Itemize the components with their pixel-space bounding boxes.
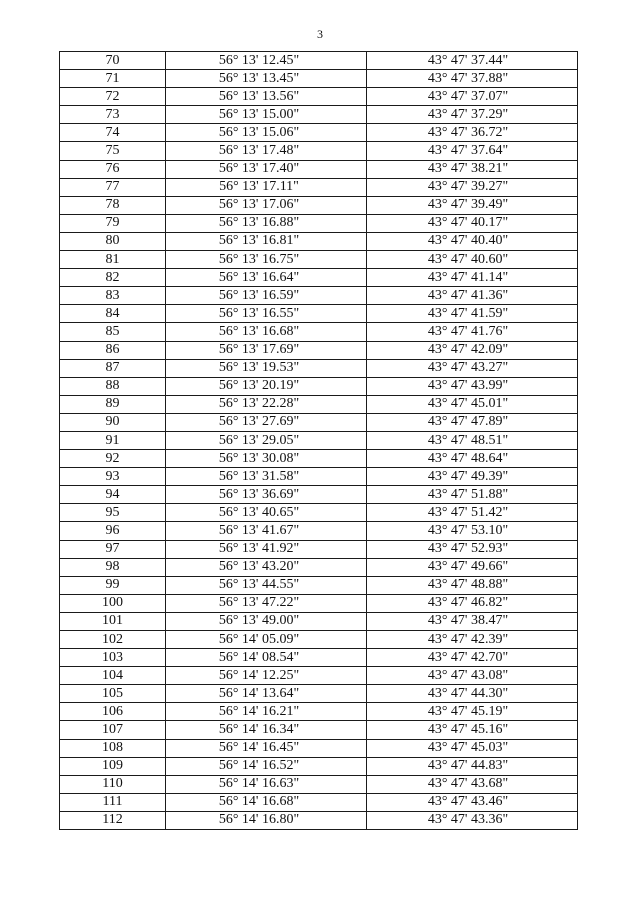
table-row: [60, 232, 578, 250]
point-number-cell: 99: [60, 576, 166, 594]
longitude-cell: 43° 47' 42.39": [367, 631, 578, 649]
point-number-cell: 85: [60, 323, 166, 341]
latitude-cell: 56° 13' 17.06": [166, 196, 367, 214]
table-row: [60, 721, 578, 739]
longitude-cell: 43° 47' 45.19": [367, 703, 578, 721]
table-row: [60, 431, 578, 449]
point-number-cell: 82: [60, 269, 166, 287]
latitude-cell: 56° 13' 27.69": [166, 413, 367, 431]
latitude-cell: 56° 13' 43.20": [166, 558, 367, 576]
latitude-cell: 56° 13' 16.64": [166, 269, 367, 287]
point-number-cell: 88: [60, 377, 166, 395]
point-number-cell: 97: [60, 540, 166, 558]
coordinates-table-body: [60, 52, 578, 830]
coordinates-table: [59, 51, 578, 830]
latitude-cell: 56° 13' 29.05": [166, 431, 367, 449]
latitude-cell: 56° 14' 16.45": [166, 739, 367, 757]
table-row: [60, 214, 578, 232]
longitude-cell: 43° 47' 51.42": [367, 504, 578, 522]
longitude-cell: 43° 47' 36.72": [367, 124, 578, 142]
table-row: [60, 667, 578, 685]
longitude-cell: 43° 47' 39.27": [367, 178, 578, 196]
point-number-cell: 89: [60, 395, 166, 413]
table-row: [60, 757, 578, 775]
point-number-cell: 81: [60, 251, 166, 269]
latitude-cell: 56° 14' 05.09": [166, 631, 367, 649]
longitude-cell: 43° 47' 48.88": [367, 576, 578, 594]
longitude-cell: 43° 47' 45.01": [367, 395, 578, 413]
table-row: [60, 576, 578, 594]
table-row: [60, 196, 578, 214]
point-number-cell: 90: [60, 413, 166, 431]
table-row: [60, 540, 578, 558]
latitude-cell: 56° 13' 15.06": [166, 124, 367, 142]
longitude-cell: 43° 47' 43.46": [367, 793, 578, 811]
latitude-cell: 56° 14' 16.21": [166, 703, 367, 721]
longitude-cell: 43° 47' 38.21": [367, 160, 578, 178]
longitude-cell: 43° 47' 37.07": [367, 88, 578, 106]
table-row: [60, 594, 578, 612]
point-number-cell: 70: [60, 52, 166, 70]
table-row: [60, 775, 578, 793]
longitude-cell: 43° 47' 42.70": [367, 649, 578, 667]
longitude-cell: 43° 47' 43.36": [367, 811, 578, 829]
latitude-cell: 56° 13' 16.88": [166, 214, 367, 232]
point-number-cell: 103: [60, 649, 166, 667]
longitude-cell: 43° 47' 43.08": [367, 667, 578, 685]
latitude-cell: 56° 13' 44.55": [166, 576, 367, 594]
table-row: [60, 612, 578, 630]
latitude-cell: 56° 13' 13.45": [166, 70, 367, 88]
longitude-cell: 43° 47' 37.64": [367, 142, 578, 160]
point-number-cell: 79: [60, 214, 166, 232]
table-row: [60, 468, 578, 486]
page-number: 3: [317, 27, 323, 41]
longitude-cell: 43° 47' 41.36": [367, 287, 578, 305]
latitude-cell: 56° 13' 17.69": [166, 341, 367, 359]
table-row: [60, 305, 578, 323]
table-row: [60, 649, 578, 667]
longitude-cell: 43° 47' 43.99": [367, 377, 578, 395]
longitude-cell: 43° 47' 43.68": [367, 775, 578, 793]
latitude-cell: 56° 14' 16.80": [166, 811, 367, 829]
point-number-cell: 92: [60, 450, 166, 468]
latitude-cell: 56° 14' 16.68": [166, 793, 367, 811]
point-number-cell: 112: [60, 811, 166, 829]
longitude-cell: 43° 47' 42.09": [367, 341, 578, 359]
longitude-cell: 43° 47' 37.29": [367, 106, 578, 124]
latitude-cell: 56° 13' 22.28": [166, 395, 367, 413]
table-row: [60, 395, 578, 413]
table-row: [60, 739, 578, 757]
point-number-cell: 75: [60, 142, 166, 160]
latitude-cell: 56° 13' 49.00": [166, 612, 367, 630]
longitude-cell: 43° 47' 41.14": [367, 269, 578, 287]
longitude-cell: 43° 47' 48.64": [367, 450, 578, 468]
longitude-cell: 43° 47' 45.16": [367, 721, 578, 739]
table-row: [60, 323, 578, 341]
point-number-cell: 96: [60, 522, 166, 540]
table-row: [60, 88, 578, 106]
longitude-cell: 43° 47' 49.39": [367, 468, 578, 486]
table-row: [60, 631, 578, 649]
table-row: [60, 703, 578, 721]
point-number-cell: 105: [60, 685, 166, 703]
longitude-cell: 43° 47' 40.40": [367, 232, 578, 250]
latitude-cell: 56° 13' 17.40": [166, 160, 367, 178]
point-number-cell: 101: [60, 612, 166, 630]
longitude-cell: 43° 47' 49.66": [367, 558, 578, 576]
table-row: [60, 522, 578, 540]
point-number-cell: 87: [60, 359, 166, 377]
table-row: [60, 450, 578, 468]
longitude-cell: 43° 47' 43.27": [367, 359, 578, 377]
longitude-cell: 43° 47' 51.88": [367, 486, 578, 504]
latitude-cell: 56° 13' 20.19": [166, 377, 367, 395]
table-row: [60, 793, 578, 811]
point-number-cell: 77: [60, 178, 166, 196]
point-number-cell: 84: [60, 305, 166, 323]
longitude-cell: 43° 47' 38.47": [367, 612, 578, 630]
point-number-cell: 76: [60, 160, 166, 178]
point-number-cell: 80: [60, 232, 166, 250]
table-row: [60, 341, 578, 359]
latitude-cell: 56° 13' 16.59": [166, 287, 367, 305]
table-row: [60, 52, 578, 70]
table-row: [60, 178, 578, 196]
longitude-cell: 43° 47' 40.60": [367, 251, 578, 269]
latitude-cell: 56° 14' 16.52": [166, 757, 367, 775]
table-row: [60, 142, 578, 160]
latitude-cell: 56° 13' 15.00": [166, 106, 367, 124]
table-row: [60, 269, 578, 287]
table-row: [60, 106, 578, 124]
point-number-cell: 91: [60, 431, 166, 449]
latitude-cell: 56° 13' 16.68": [166, 323, 367, 341]
latitude-cell: 56° 13' 47.22": [166, 594, 367, 612]
longitude-cell: 43° 47' 37.44": [367, 52, 578, 70]
latitude-cell: 56° 14' 16.63": [166, 775, 367, 793]
point-number-cell: 83: [60, 287, 166, 305]
point-number-cell: 102: [60, 631, 166, 649]
longitude-cell: 43° 47' 46.82": [367, 594, 578, 612]
table-row: [60, 486, 578, 504]
point-number-cell: 98: [60, 558, 166, 576]
point-number-cell: 104: [60, 667, 166, 685]
latitude-cell: 56° 13' 36.69": [166, 486, 367, 504]
latitude-cell: 56° 13' 41.67": [166, 522, 367, 540]
longitude-cell: 43° 47' 45.03": [367, 739, 578, 757]
latitude-cell: 56° 13' 31.58": [166, 468, 367, 486]
table-row: [60, 124, 578, 142]
latitude-cell: 56° 13' 17.48": [166, 142, 367, 160]
table-row: [60, 160, 578, 178]
longitude-cell: 43° 47' 47.89": [367, 413, 578, 431]
point-number-cell: 93: [60, 468, 166, 486]
longitude-cell: 43° 47' 41.59": [367, 305, 578, 323]
longitude-cell: 43° 47' 44.83": [367, 757, 578, 775]
table-row: [60, 377, 578, 395]
table-row: [60, 413, 578, 431]
latitude-cell: 56° 13' 12.45": [166, 52, 367, 70]
longitude-cell: 43° 47' 37.88": [367, 70, 578, 88]
table-row: [60, 287, 578, 305]
latitude-cell: 56° 14' 12.25": [166, 667, 367, 685]
table-row: [60, 359, 578, 377]
point-number-cell: 86: [60, 341, 166, 359]
latitude-cell: 56° 13' 41.92": [166, 540, 367, 558]
latitude-cell: 56° 13' 30.08": [166, 450, 367, 468]
table-row: [60, 504, 578, 522]
table-row: [60, 70, 578, 88]
point-number-cell: 106: [60, 703, 166, 721]
longitude-cell: 43° 47' 52.93": [367, 540, 578, 558]
point-number-cell: 111: [60, 793, 166, 811]
latitude-cell: 56° 13' 16.55": [166, 305, 367, 323]
table-row: [60, 685, 578, 703]
longitude-cell: 43° 47' 48.51": [367, 431, 578, 449]
latitude-cell: 56° 14' 16.34": [166, 721, 367, 739]
table-row: [60, 251, 578, 269]
point-number-cell: 100: [60, 594, 166, 612]
latitude-cell: 56° 13' 17.11": [166, 178, 367, 196]
point-number-cell: 110: [60, 775, 166, 793]
point-number-cell: 73: [60, 106, 166, 124]
point-number-cell: 71: [60, 70, 166, 88]
table-row: [60, 558, 578, 576]
point-number-cell: 107: [60, 721, 166, 739]
point-number-cell: 108: [60, 739, 166, 757]
longitude-cell: 43° 47' 44.30": [367, 685, 578, 703]
longitude-cell: 43° 47' 40.17": [367, 214, 578, 232]
latitude-cell: 56° 14' 08.54": [166, 649, 367, 667]
point-number-cell: 78: [60, 196, 166, 214]
point-number-cell: 94: [60, 486, 166, 504]
point-number-cell: 72: [60, 88, 166, 106]
point-number-cell: 95: [60, 504, 166, 522]
table-row: [60, 811, 578, 829]
latitude-cell: 56° 13' 13.56": [166, 88, 367, 106]
longitude-cell: 43° 47' 39.49": [367, 196, 578, 214]
latitude-cell: 56° 13' 40.65": [166, 504, 367, 522]
longitude-cell: 43° 47' 41.76": [367, 323, 578, 341]
longitude-cell: 43° 47' 53.10": [367, 522, 578, 540]
point-number-cell: 74: [60, 124, 166, 142]
latitude-cell: 56° 14' 13.64": [166, 685, 367, 703]
point-number-cell: 109: [60, 757, 166, 775]
latitude-cell: 56° 13' 16.75": [166, 251, 367, 269]
latitude-cell: 56° 13' 16.81": [166, 232, 367, 250]
latitude-cell: 56° 13' 19.53": [166, 359, 367, 377]
